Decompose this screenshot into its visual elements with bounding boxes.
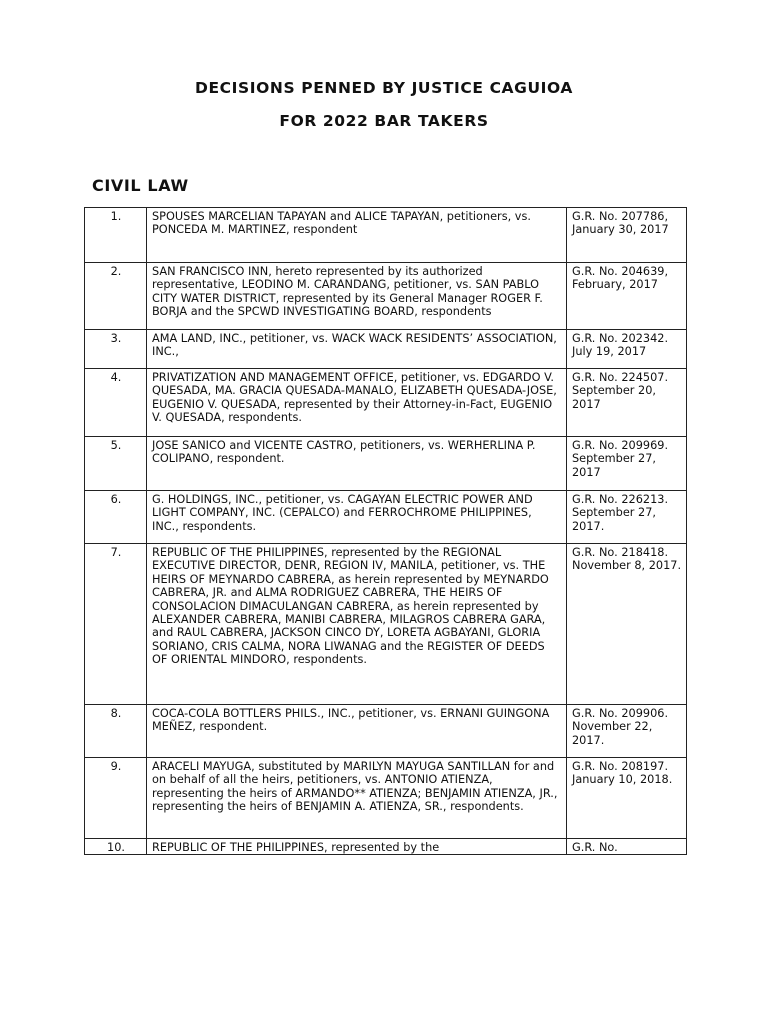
case-parties: JOSE SANICO and VICENTE CASTRO, petitioners, vs. WERHERLINA P. COLIPANO, respondent.	[147, 437, 567, 491]
table-row	[85, 263, 687, 330]
case-gr-number: G.R. No. 226213. September 27, 2017.	[567, 491, 687, 544]
case-gr-number: G.R. No. 209969. September 27, 2017	[567, 437, 687, 491]
row-number: 6.	[85, 491, 147, 544]
case-gr-number: G.R. No. 204639, February, 2017	[567, 263, 687, 330]
table-row	[85, 369, 687, 437]
table-row	[85, 758, 687, 839]
document-subtitle: FOR 2022 BAR TAKERS	[279, 112, 489, 130]
table-row	[85, 330, 687, 369]
table-row	[85, 208, 687, 263]
row-number: 3.	[85, 330, 147, 369]
case-gr-number: G.R. No. 202342. July 19, 2017	[567, 330, 687, 369]
table-row	[85, 839, 687, 855]
case-gr-number: G.R. No. 208197. January 10, 2018.	[567, 758, 687, 839]
case-parties: SPOUSES MARCELIAN TAPAYAN and ALICE TAPAYAN, petitioners, vs. PONCEDA M. MARTINEZ, respondent	[147, 208, 567, 263]
table-row	[85, 705, 687, 758]
decisions-table	[84, 207, 687, 855]
case-gr-number: G.R. No. 218418. November 8, 2017.	[567, 544, 687, 705]
row-number: 9.	[85, 758, 147, 839]
case-parties: SAN FRANCISCO INN, hereto represented by its authorized representative, LEODINO M. CARANDANG, petitioner, vs. SAN PABLO CITY WATER DISTRICT, represented by its General Manager ROGER F. BORJA and the SPCWD INVESTIGATING BOARD, respondents	[147, 263, 567, 330]
case-parties: AMA LAND, INC., petitioner, vs. WACK WACK RESIDENTS’ ASSOCIATION, INC.,	[147, 330, 567, 369]
case-gr-number: G.R. No. 209906. November 22, 2017.	[567, 705, 687, 758]
table-row	[85, 544, 687, 705]
row-number: 7.	[85, 544, 147, 705]
case-parties: G. HOLDINGS, INC., petitioner, vs. CAGAYAN ELECTRIC POWER AND LIGHT COMPANY, INC. (CEPALCO) and FERROCHROME PHILIPPINES, INC., respondents.	[147, 491, 567, 544]
case-parties: PRIVATIZATION AND MANAGEMENT OFFICE, petitioner, vs. EDGARDO V. QUESADA, MA. GRACIA QUESADA-MANALO, ELIZABETH QUESADA-JOSE, EUGENIO V. QUESADA, represented by their Attorney-in-Fact, EUGENIO V. QUESADA, respondents.	[147, 369, 567, 437]
row-number: 1.	[85, 208, 147, 263]
document-title: DECISIONS PENNED BY JUSTICE CAGUIOA	[195, 79, 573, 97]
row-number: 10.	[85, 839, 147, 855]
table-row	[85, 491, 687, 544]
case-parties: REPUBLIC OF THE PHILIPPINES, represented by the REGIONAL EXECUTIVE DIRECTOR, DENR, REGION IV, MANILA, petitioner, vs. THE HEIRS OF MEYNARDO CABRERA, as herein represented by MEYNARDO CABRERA, JR. and ALMA RODRIGUEZ CABRERA, THE HEIRS OF CONSOLACION DIMACULANGAN CABRERA, as herein represented by ALEXANDER CABRERA, MANIBI CABRERA, MILAGROS CABRERA GARA, and RAUL CABRERA, JACKSON CINCO DY, LORETA AGBAYANI, GLORIA SORIANO, CRIS CALMA, NORA LIWANAG and the REGISTER OF DEEDS OF ORIENTAL MINDORO, respondents.	[147, 544, 567, 705]
case-parties: COCA-COLA BOTTLERS PHILS., INC., petitioner, vs. ERNANI GUINGONA MEÑEZ, respondent.	[147, 705, 567, 758]
case-gr-number: G.R. No.	[567, 839, 687, 855]
row-number: 5.	[85, 437, 147, 491]
case-gr-number: G.R. No. 207786, January 30, 2017	[567, 208, 687, 263]
table-row	[85, 437, 687, 491]
case-parties: REPUBLIC OF THE PHILIPPINES, represented by the	[147, 839, 567, 855]
case-parties: ARACELI MAYUGA, substituted by MARILYN MAYUGA SANTILLAN for and on behalf of all the heirs, petitioners, vs. ANTONIO ATIENZA, representing the heirs of ARMANDO** ATIENZA; BENJAMIN ATIENZA, JR., representing the heirs of BENJAMIN A. ATIENZA, SR., respondents.	[147, 758, 567, 839]
case-gr-number: G.R. No. 224507. September 20, 2017	[567, 369, 687, 437]
section-heading: CIVIL LAW	[92, 176, 189, 195]
row-number: 2.	[85, 263, 147, 330]
row-number: 8.	[85, 705, 147, 758]
row-number: 4.	[85, 369, 147, 437]
